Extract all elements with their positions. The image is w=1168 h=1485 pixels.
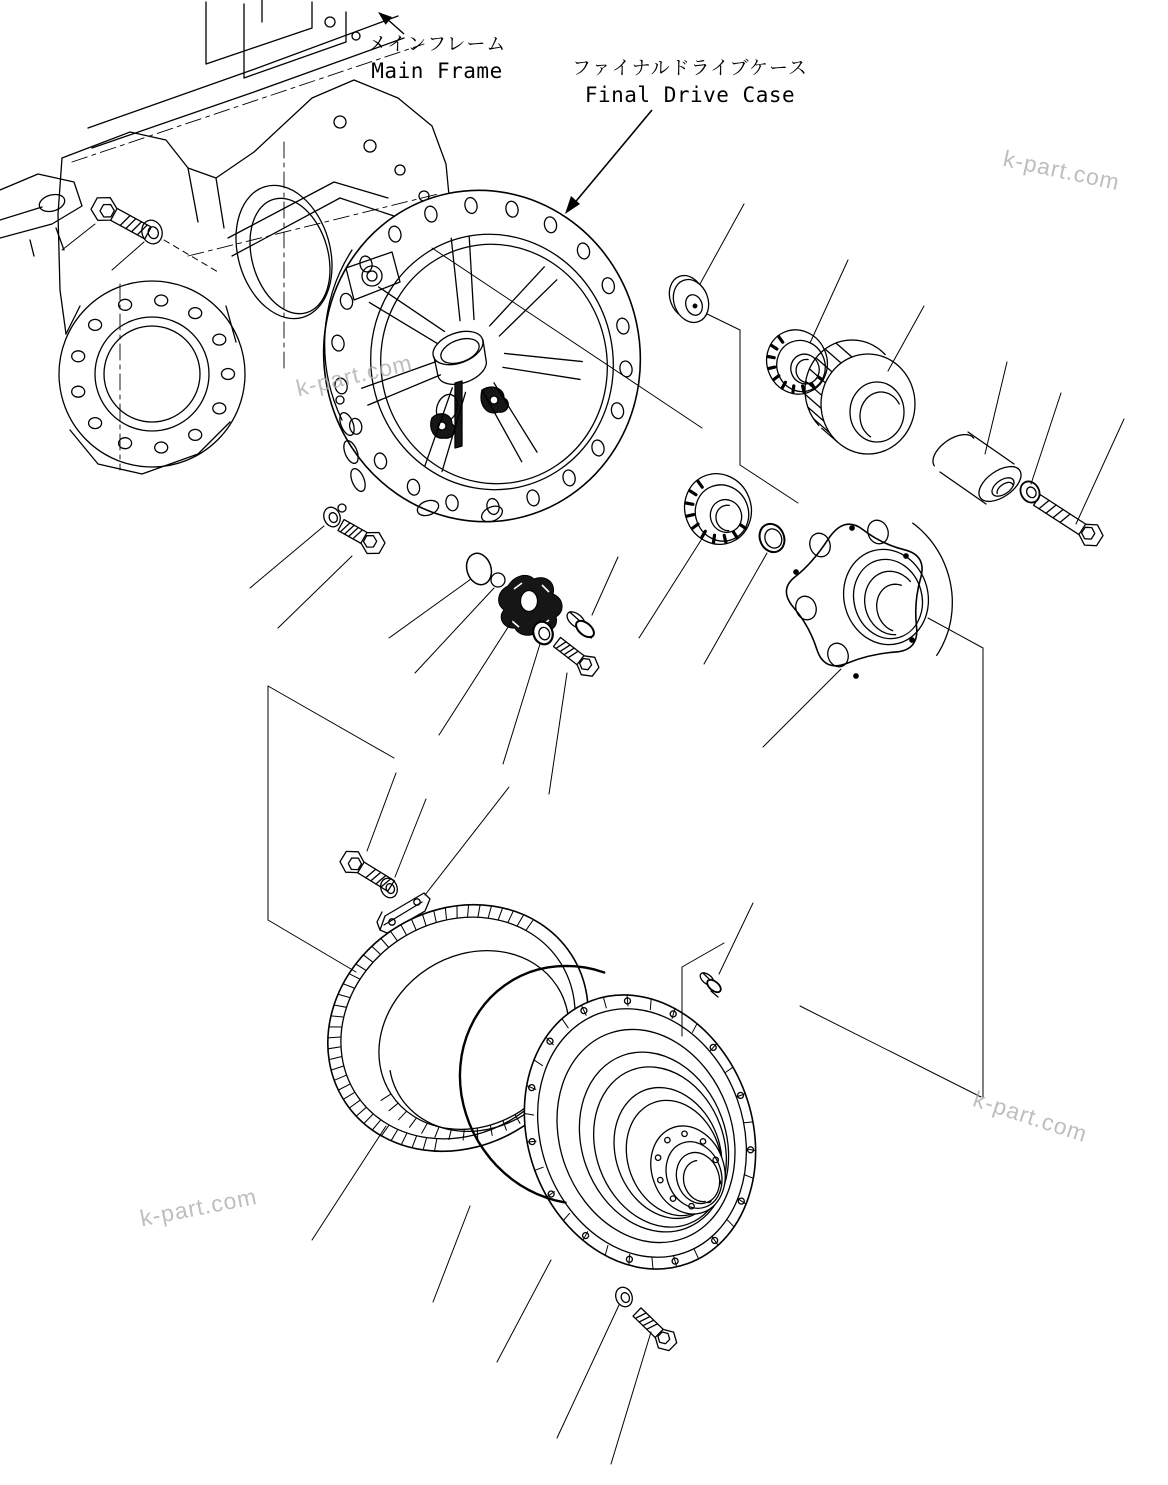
bearing-cone-inner xyxy=(674,464,762,555)
plug-cap xyxy=(664,271,715,328)
final-drive-case-label-en: Final Drive Case xyxy=(584,83,796,107)
final-drive-case xyxy=(293,161,671,551)
watermark-middle-left: k-part.com xyxy=(293,349,415,402)
main-frame-label-jp: メインフレーム xyxy=(367,33,507,55)
main-frame-label-en: Main Frame xyxy=(371,59,503,83)
spacer-bushing xyxy=(933,432,1027,508)
steel-ball xyxy=(491,573,505,587)
watermark-top-right: k-part.com xyxy=(1000,145,1123,196)
watermark-bottom-right: k-part.com xyxy=(970,1085,1091,1148)
small-plug xyxy=(564,609,597,641)
labels xyxy=(368,33,808,107)
bearing-carrier xyxy=(786,517,952,678)
watermark-bottom-left: k-part.com xyxy=(137,1183,260,1232)
plug-disc xyxy=(463,550,496,588)
final-drive-case-label-jp: ファイナルドライブケース xyxy=(571,57,809,79)
